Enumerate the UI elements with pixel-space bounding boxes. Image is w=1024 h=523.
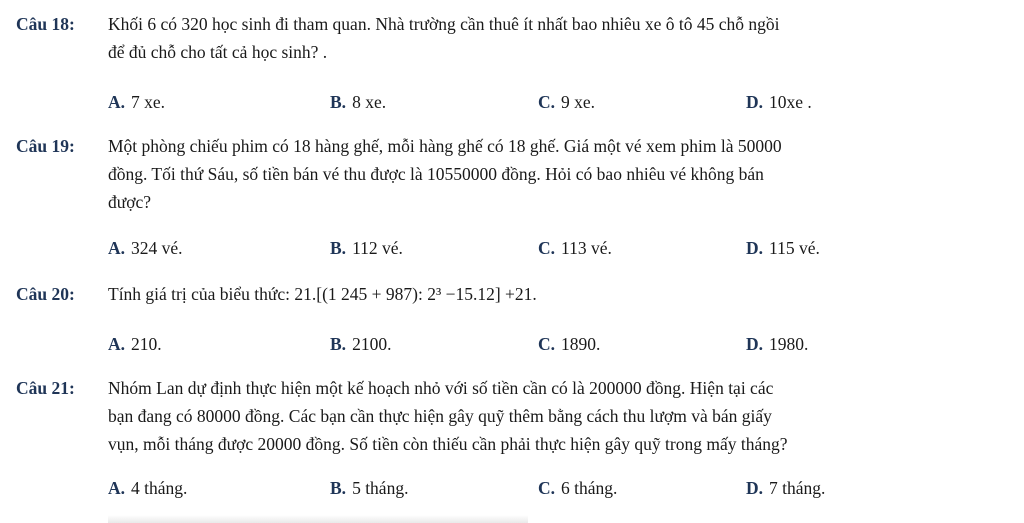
question-text-line: Một phòng chiếu phim có 18 hàng ghế, mỗi hàng ghế có 18 ghế. Giá một vé xem phim là 50000 <box>108 136 782 156</box>
question-20 <box>16 280 1016 308</box>
question-21 <box>16 374 1016 458</box>
question-text-line: được? <box>108 192 152 212</box>
question-text-line: Nhóm Lan dự định thực hiện một kế hoạch nhỏ với số tiền cần có là 200000 đồng. Hiện tại các <box>108 378 774 398</box>
question-text-line: để đủ chỗ cho tất cả học sinh? . <box>108 42 328 62</box>
question-18 <box>16 10 1016 66</box>
question-text-line: Tính giá trị của biểu thức: 21.[(1 245 + 987): 2³ −15.12] +21. <box>108 284 537 304</box>
option-d[interactable]: D. 115 vé. <box>746 238 820 258</box>
option-b[interactable]: B. 112 vé. <box>330 238 403 258</box>
option-a[interactable]: A. 7 xe. <box>108 92 166 112</box>
question-19 <box>16 132 1016 216</box>
option-c[interactable]: C. 6 tháng. <box>538 478 618 498</box>
option-a[interactable]: A. 210. <box>108 334 162 354</box>
question-label: Câu 21: <box>16 378 75 398</box>
question-text-line: vụn, mỗi tháng được 20000 đồng. Số tiền còn thiếu cần phải thực hiện gây quỹ trong mấy tháng? <box>108 434 788 454</box>
question-text-line: Khối 6 có 320 học sinh đi tham quan. Nhà trường cần thuê ít nhất bao nhiêu xe ô tô 45 chỗ ngồi <box>108 14 780 34</box>
option-c[interactable]: C. 1890. <box>538 334 601 354</box>
option-d[interactable]: D. 1980. <box>746 334 809 354</box>
question-label: Câu 18: <box>16 14 75 34</box>
question-label: Câu 19: <box>16 136 75 156</box>
option-c[interactable]: C. 113 vé. <box>538 238 612 258</box>
option-a[interactable]: A. 324 vé. <box>108 238 183 258</box>
cut-off-next-line <box>108 515 528 523</box>
question-text-line: bạn đang có 80000 đồng. Các bạn cần thực hiện gây quỹ thêm bằng cách thu lượm và bán giấy <box>108 406 772 426</box>
option-b[interactable]: B. 5 tháng. <box>330 478 409 498</box>
option-d[interactable]: D. 7 tháng. <box>746 478 826 498</box>
option-a[interactable]: A. 4 tháng. <box>108 478 188 498</box>
question-text-line: đồng. Tối thứ Sáu, số tiền bán vé thu được là 10550000 đồng. Hỏi có bao nhiêu vé không bán <box>108 164 764 184</box>
option-b[interactable]: B. 2100. <box>330 334 392 354</box>
option-c[interactable]: C. 9 xe. <box>538 92 596 112</box>
question-label: Câu 20: <box>16 284 75 304</box>
option-d[interactable]: D. 10xe . <box>746 92 812 112</box>
option-b[interactable]: B. 8 xe. <box>330 92 387 112</box>
